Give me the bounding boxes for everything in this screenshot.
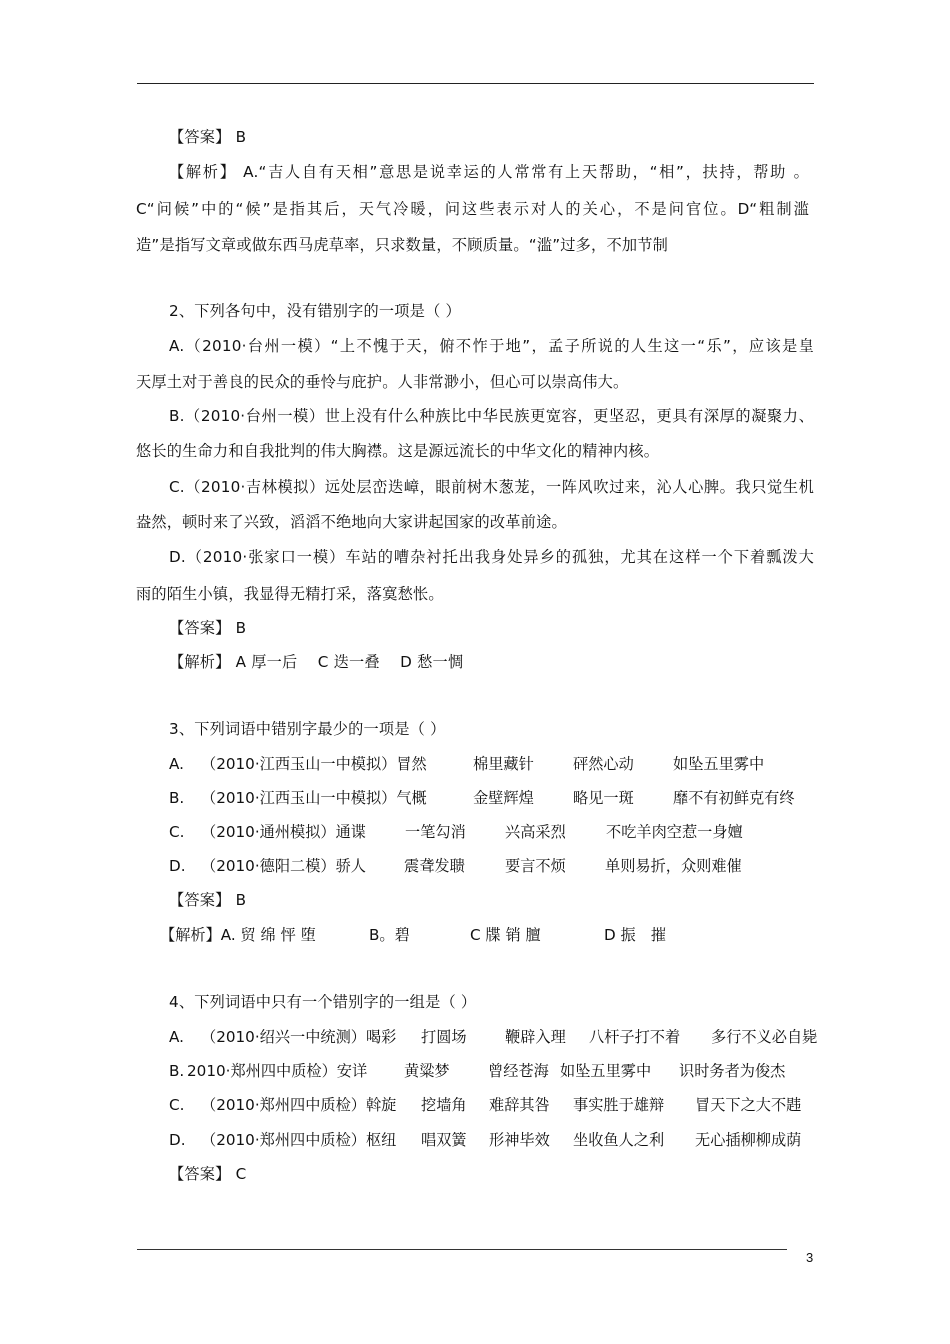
option-prefix: C. bbox=[169, 823, 185, 841]
q2-option-a-line-1: A.（2010·台州一模）“上不愧于天，俯不怍于地”，孟子所说的人生这一“乐”，应该是皇 bbox=[169, 337, 814, 355]
option-word: 不吃羊肉空惹一身嬗 bbox=[606, 823, 743, 841]
option-word: 形神毕效 bbox=[489, 1131, 550, 1149]
option-word: 略见一斑 bbox=[573, 789, 634, 807]
option-prefix: B. bbox=[169, 789, 185, 807]
option-word: 唱双簧 bbox=[421, 1131, 467, 1149]
option-word: 棉里藏针 bbox=[473, 755, 534, 773]
option-source: （2010·通州模拟）通谍 bbox=[201, 823, 366, 841]
option-prefix: B. bbox=[169, 1062, 185, 1080]
option-word: 识时务者为俊杰 bbox=[679, 1062, 786, 1080]
option-word: 事实胜于雄辩 bbox=[573, 1096, 665, 1114]
option-prefix: C. bbox=[169, 1096, 185, 1114]
option-word: 无心插柳柳成荫 bbox=[695, 1131, 802, 1149]
header-rule bbox=[137, 83, 814, 84]
option-word: 如坠五里雾中 bbox=[560, 1062, 652, 1080]
option-word: 靡不有初鲜克有终 bbox=[673, 789, 795, 807]
option-word: 要言不烦 bbox=[505, 857, 566, 875]
q2-option-d-line-1: D.（2010·张家口一模）车站的嘈杂衬托出我身处异乡的孤独，尤其在这样一个下着瓢泼大 bbox=[169, 548, 814, 566]
option-word: 曾经苍海 bbox=[488, 1062, 549, 1080]
analysis-d: D 振 摧 bbox=[604, 926, 667, 944]
option-word: 难辞其咎 bbox=[489, 1096, 550, 1114]
q2-analysis: 【解析】 A 厚一后 C 迭一叠 D 愁一惆 bbox=[169, 653, 464, 671]
q2-option-c-line-2: 盎然，顿时来了兴致，滔滔不绝地向大家讲起国家的改革前途。 bbox=[136, 513, 567, 531]
q2-answer: 【答案】 B bbox=[169, 619, 247, 637]
option-source: （2010·郑州四中质检）斡旋 bbox=[201, 1096, 397, 1114]
q3-answer: 【答案】 B bbox=[169, 891, 247, 909]
q4-answer: 【答案】 C bbox=[169, 1165, 247, 1183]
option-source: （2010·江西玉山一中模拟）冒然 bbox=[201, 755, 427, 773]
q2-option-b-line-1: B.（2010·台州一模）世上没有什么种族比中华民族更宽容，更坚忍，更具有深厚的凝聚力、 bbox=[169, 407, 814, 425]
option-prefix: D. bbox=[169, 1131, 186, 1149]
option-word: 兴高采烈 bbox=[505, 823, 566, 841]
option-word: 冒天下之大不韪 bbox=[695, 1096, 802, 1114]
option-word: 鞭辟入理 bbox=[505, 1028, 566, 1046]
q1-analysis-line-3: 造”是指写文章或做东西马虎草率，只求数量，不顾质量。“滥”过多，不加节制 bbox=[136, 236, 668, 254]
option-word: 砰然心动 bbox=[573, 755, 634, 773]
q2-option-c-line-1: C.（2010·吉林模拟）远处层峦迭嶂，眼前树木葱茏，一阵风吹过来，沁人心脾。我只觉生机 bbox=[169, 478, 814, 496]
option-word: 多行不义必自毙 bbox=[711, 1028, 818, 1046]
option-source: （2010·江西玉山一中模拟）气概 bbox=[201, 789, 427, 807]
page-number: 3 bbox=[806, 1250, 814, 1265]
footer-rule bbox=[137, 1249, 787, 1250]
option-source: （2010·郑州四中质检）枢纽 bbox=[201, 1131, 397, 1149]
option-word: 单则易折，众则难催 bbox=[605, 857, 742, 875]
option-source: （2010·德阳二模）骄人 bbox=[201, 857, 366, 875]
option-word: 八杆子打不着 bbox=[589, 1028, 681, 1046]
option-word: 金壁辉煌 bbox=[473, 789, 534, 807]
q2-option-b-line-2: 悠长的生命力和自我批判的伟大胸襟。这是源远流长的中华文化的精神内核。 bbox=[136, 442, 660, 460]
q2-option-d-line-2: 雨的陌生小镇，我显得无精打采，落寞愁怅。 bbox=[136, 585, 444, 603]
option-source: （2010·绍兴一中统测）喝彩 bbox=[201, 1028, 397, 1046]
q2-stem: 2、下列各句中，没有错别字的一项是（ ） bbox=[169, 302, 461, 320]
q1-analysis-line-1: 【解析】 A.“吉人自有天相”意思是说幸运的人常常有上天帮助，“相”，扶持，帮助 。 bbox=[169, 163, 809, 181]
q1-answer: 【答案】 B bbox=[169, 128, 247, 146]
q4-stem: 4、下列词语中只有一个错别字的一组是（ ） bbox=[169, 993, 477, 1011]
option-word: 黄粱梦 bbox=[404, 1062, 450, 1080]
option-word: 一笔勾消 bbox=[405, 823, 466, 841]
option-prefix: D. bbox=[169, 857, 186, 875]
analysis-c: C 牒 销 膻 bbox=[470, 926, 541, 944]
option-word: 挖墙角 bbox=[421, 1096, 467, 1114]
q2-option-a-line-2: 天厚土对于善良的民众的垂怜与庇护。人非常渺小，但心可以崇高伟大。 bbox=[136, 373, 629, 391]
option-word: 震聋发聩 bbox=[404, 857, 465, 875]
option-word: 打圆场 bbox=[421, 1028, 467, 1046]
q1-analysis-line-2: C“问候”中的“候”是指其后，天气冷暖，问这些表示对人的关心，不是问官位。D“粗制滥 bbox=[136, 200, 809, 218]
option-prefix: A. bbox=[169, 1028, 184, 1046]
option-source: 2010·郑州四中质检）安详 bbox=[187, 1062, 368, 1080]
analysis-b: B。碧 bbox=[369, 926, 410, 944]
option-word: 如坠五里雾中 bbox=[673, 755, 765, 773]
q3-stem: 3、下列词语中错别字最少的一项是（ ） bbox=[169, 720, 446, 738]
option-word: 坐收鱼人之利 bbox=[573, 1131, 665, 1149]
option-prefix: A. bbox=[169, 755, 184, 773]
analysis-label: 【解析】A. 贸 绵 怦 堕 bbox=[160, 926, 316, 944]
